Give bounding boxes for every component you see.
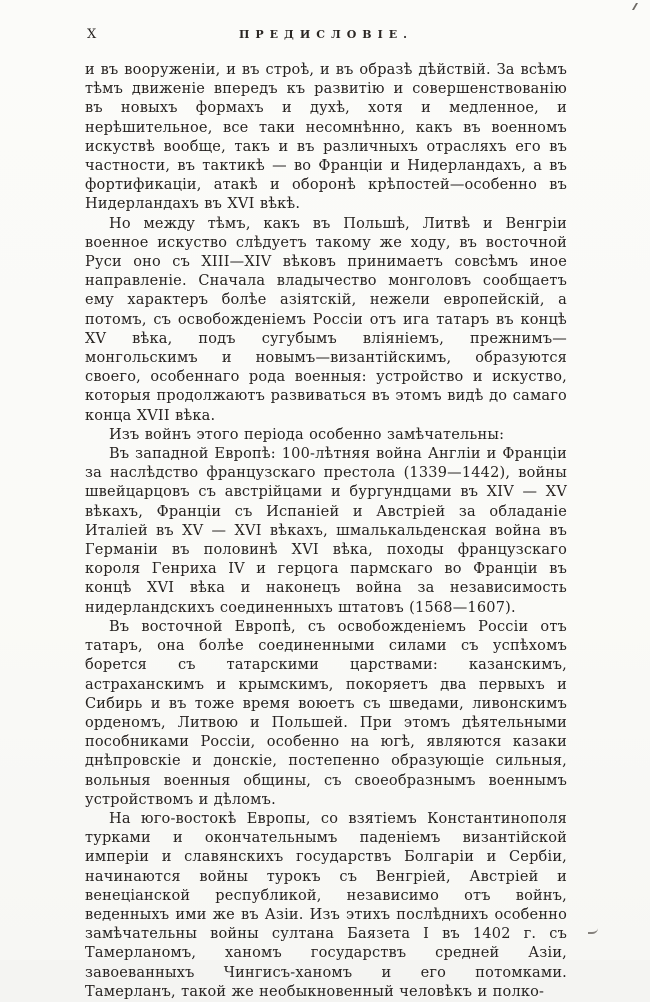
page-header [85,26,567,44]
page-number: X [87,27,98,42]
paragraph: Въ восточной Европѣ, съ освобожденіемъ Россіи отъ татаръ, она болѣе соединенными силами съ успѣхомъ борется съ татарскими царствами: казанскимъ, астраханскимъ и крымскимъ, покоряетъ два первыхъ и Сибирь и въ тоже время воюетъ съ шведами, ливонскимъ орденомъ, Литвою и Польшей. При этомъ дѣятельными пособниками Россіи, особенно на югѣ, являются казаки днѣпровскіе и донскіе, постепенно образующіе сильныя, вольныя военныя общины, съ своеобразнымъ военнымъ устройствомъ и дѣломъ. [85,618,567,808]
paragraph: Въ западной Европѣ: 100-лѣтняя война Англіи и Франціи за наслѣдство французскаго престола (1339—1442), войны швейцарцовъ съ австрійцами и бургундцами въ XIV — XV вѣкахъ, Франціи съ Испаніей и Австріей за обладаніе Италіей въ XV — XVI вѣкахъ, шмалькальденская война въ Германіи въ половинѣ XVI вѣка, походы французскаго короля Генриха IV и герцога пармскаго во Франціи въ концѣ XVI вѣка и наконецъ война за независимость нидерландскихъ соединенныхъ штатовъ (1568—1607). [85,446,567,616]
paragraph: На юго-востокѣ Европы, со взятіемъ Константинополя турками и окончательнымъ паденіемъ византійской имперіи и славянскихъ государствъ Болгаріи и Сербіи, начинаются войны турокъ съ Венгріей, Австріей и венеціанской республикой, независимо отъ войнъ, веденныхъ ими же въ Азіи. Изъ этихъ послѣднихъ особенно замѣчательны войны султана Баязета I въ 1402 г. съ Тамерланомъ, ханомъ государствъ средней Азіи, завоеванныхъ Чингисъ-ханомъ и его потомками. Тамерланъ, такой же необыкновенный человѣкъ и полко- [85,810,567,1000]
running-title: ПРЕДИСЛОВІЕ. [239,28,413,41]
paragraph: Но между тѣмъ, какъ въ Польшѣ, Литвѣ и Венгріи военное искуство слѣдуетъ такому же ходу, въ восточной Руси оно съ XIII—XIV вѣковъ принимаетъ совсѣмъ иное направленіе. Сначала владычество монголовъ сообщаетъ ему характеръ болѣе азіятскій, нежели европейскій, а потомъ, съ освобожденіемъ Россіи отъ ига татаръ въ концѣ XV вѣка, подъ сугубымъ вліяніемъ, прежнимъ—монгольскимъ и новымъ—византійскимъ, образуются своего, особеннаго рода военныя: устройство и искуство, которыя продолжаютъ развиваться въ этомъ видѣ до самаго конца XVII вѣка. [85,215,567,424]
scan-artifact-mark [623,3,638,10]
scan-artifact-mark [588,927,598,934]
body-text [85,61,567,1002]
paragraph-continuation: и въ вооруженіи, и въ строѣ, и въ образѣ дѣйствій. За всѣмъ тѣмъ движеніе впередъ къ развитію и совершенствованію въ новыхъ формахъ и духѣ, хотя и медленное, и нерѣшительное, все таки несомнѣнно, какъ въ военномъ искуствѣ вообще, такъ и въ различныхъ отрасляхъ его въ частности, въ тактикѣ — во Франціи и Нидерландахъ, а въ фортификаціи, атакѣ и оборонѣ крѣпостей—особенно въ Нидерландахъ въ XVI вѣкѣ. [85,62,567,213]
paragraph: Изъ войнъ этого періода особенно замѣчательны: [109,426,505,443]
